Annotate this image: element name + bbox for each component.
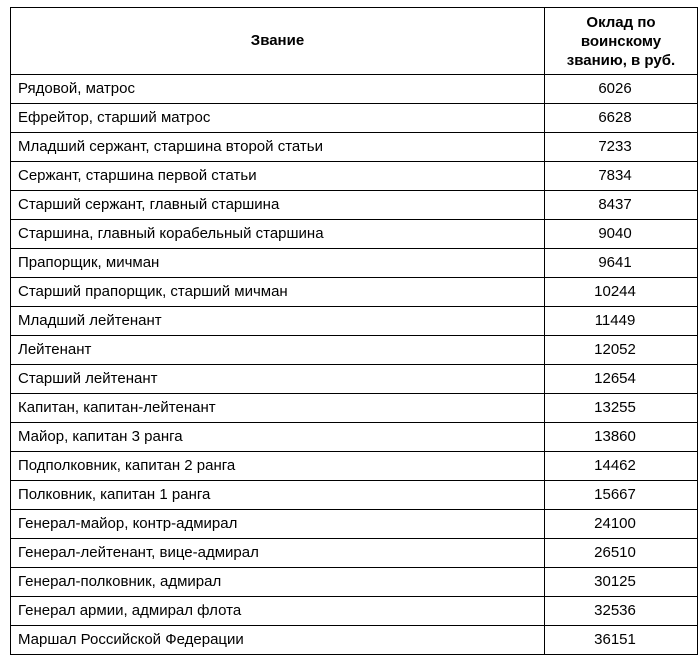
rank-cell: Сержант, старшина первой статьи [11,162,545,191]
table-row [11,510,698,539]
salary-cell: 10244 [545,278,698,307]
salary-cell: 36151 [545,626,698,655]
table-row [11,307,698,336]
salary-cell: 13860 [545,423,698,452]
header-salary-label: Оклад по воинскому званию, в руб. [566,13,676,69]
table-body [11,75,698,655]
salary-cell: 8437 [545,191,698,220]
table-row [11,452,698,481]
rank-cell: Старший лейтенант [11,365,545,394]
salary-cell: 7233 [545,133,698,162]
header-rank [11,8,545,75]
rank-cell: Генерал-майор, контр-адмирал [11,510,545,539]
rank-cell: Ефрейтор, старший матрос [11,104,545,133]
table-row [11,336,698,365]
salary-cell: 30125 [545,568,698,597]
salary-cell: 7834 [545,162,698,191]
rank-cell: Подполковник, капитан 2 ранга [11,452,545,481]
table-row [11,220,698,249]
table-row [11,626,698,655]
table-row [11,75,698,104]
table-row [11,365,698,394]
salary-cell: 9040 [545,220,698,249]
salary-cell: 13255 [545,394,698,423]
table-row [11,104,698,133]
table-row [11,249,698,278]
rank-cell: Старший сержант, главный старшина [11,191,545,220]
salary-cell: 32536 [545,597,698,626]
salary-cell: 12052 [545,336,698,365]
salary-cell: 12654 [545,365,698,394]
rank-cell: Генерал-полковник, адмирал [11,568,545,597]
rank-cell: Генерал армии, адмирал флота [11,597,545,626]
rank-cell: Майор, капитан 3 ранга [11,423,545,452]
rank-cell: Капитан, капитан-лейтенант [11,394,545,423]
salary-cell: 14462 [545,452,698,481]
rank-cell: Младший лейтенант [11,307,545,336]
rank-cell: Старший прапорщик, старший мичман [11,278,545,307]
header-salary [545,8,698,75]
salary-cell: 9641 [545,249,698,278]
table-row [11,539,698,568]
rank-cell: Маршал Российской Федерации [11,626,545,655]
salary-cell: 24100 [545,510,698,539]
rank-cell: Прапорщик, мичман [11,249,545,278]
table-row [11,481,698,510]
salary-cell: 6026 [545,75,698,104]
table-row [11,597,698,626]
rank-cell: Полковник, капитан 1 ранга [11,481,545,510]
rank-cell: Генерал-лейтенант, вице-адмирал [11,539,545,568]
salary-cell: 11449 [545,307,698,336]
table-row [11,162,698,191]
salary-table [10,7,698,655]
table-row [11,423,698,452]
salary-cell: 15667 [545,481,698,510]
salary-cell: 26510 [545,539,698,568]
table-row [11,394,698,423]
rank-cell: Рядовой, матрос [11,75,545,104]
table-row [11,568,698,597]
header-rank-label: Звание [250,32,305,49]
header-row [11,8,698,75]
rank-cell: Старшина, главный корабельный старшина [11,220,545,249]
rank-cell: Лейтенант [11,336,545,365]
salary-cell: 6628 [545,104,698,133]
table-row [11,191,698,220]
table-row [11,133,698,162]
table-row [11,278,698,307]
rank-cell: Младший сержант, старшина второй статьи [11,133,545,162]
